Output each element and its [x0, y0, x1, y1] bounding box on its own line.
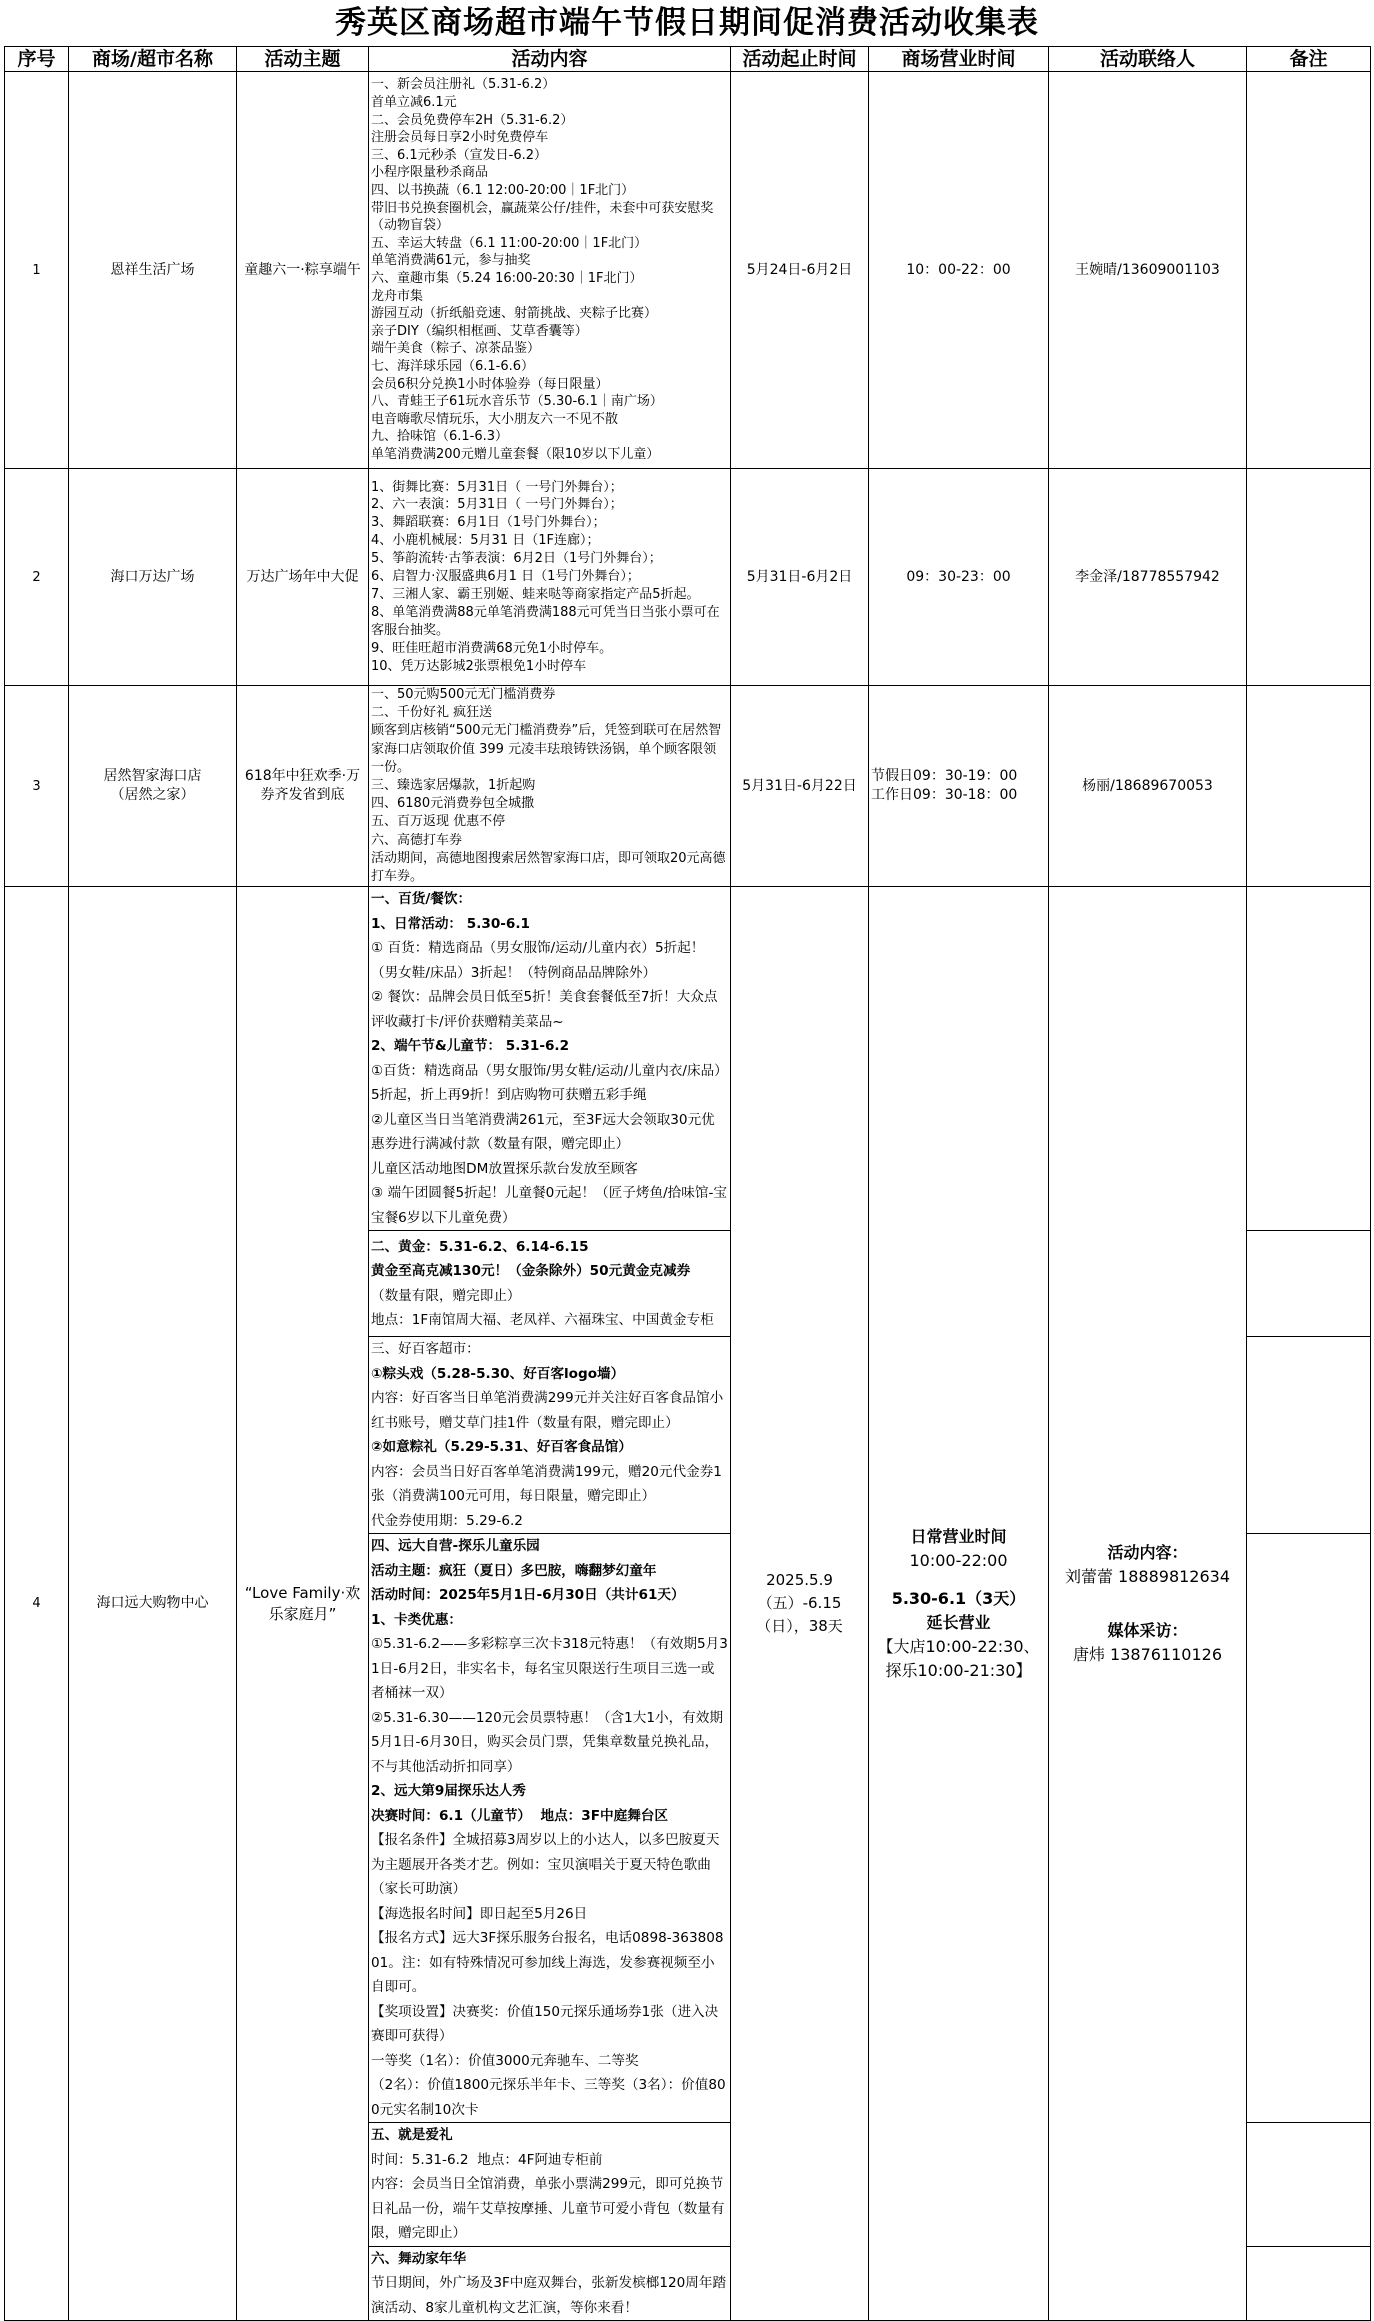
page-title: 秀英区商场超市端午节假日期间促消费活动收集表 [335, 5, 1039, 41]
contact-label-activity: 活动内容： [1107, 1542, 1188, 1562]
note-cell [1247, 1534, 1371, 2123]
segment-text [371, 1534, 728, 2122]
activity-table [4, 46, 1371, 2321]
table-row [5, 887, 1371, 1231]
hours-block [871, 1525, 1046, 1683]
row-content [369, 72, 731, 469]
content-line: 内容：会员当日好百客单笔消费满199元，赠20元代金券1张（消费满100元可用，每日限量，赠完即止） [371, 1463, 722, 1505]
header-period: 活动起止时间 [731, 47, 869, 72]
content-line: 六、舞动家年华 [371, 2250, 467, 2267]
row-mall-name: 海口万达广场 [69, 469, 237, 686]
row-theme: 618年中狂欢季·万券齐发省到底 [237, 686, 369, 887]
content-text: 1、街舞比赛：5月31日（ 一号门外舞台）； 2、六一表演：5月31日（ 一号门外舞台）； 3、舞蹈联赛：6月1日（1号门外舞台）； 4、小鹿机械展：5月31 日（1F连廊）； 5、筝韵流转·古筝表演：6月2日（1号门外舞台）； 6、启智力·汉服盛典6月1 日（1号门外舞台）； 7、三湘人家、霸王别姬、蛙来哒等商家指定产品5折起。 8、单笔消费满88元单笔消费满188元可凭当日当张小票可在客服台抽奖。 9、旺佳旺超市消费满68元免1小时停车。 10、凭万达影城2张票根免1小时停车 [371, 479, 720, 674]
hours-regular: 10:00-22:00 [909, 1550, 1008, 1570]
row-hours: 节假日09：30-19：00 工作日09：30-18：00 [869, 686, 1049, 887]
segment-text [371, 1235, 728, 1333]
content-line: ①百货：精选商品（男女服饰/男女鞋/运动/儿童内衣/床品）5折起，折上再9折！到店购物可获赠五彩手绳 [371, 1062, 728, 1104]
content-line: 儿童区活动地图DM放置探乐款台发放至顾客 [371, 1160, 638, 1177]
content-line: 时间：5.31-6.2 地点：4F阿迪专柜前 [371, 2151, 603, 2168]
row-content [369, 686, 731, 887]
content-line: ②5.31-6.30——120元会员票特惠！（含1大1小，有效期5月1日-6月30日，购买会员门票，凭集章数量兑换礼品，不与其他活动折扣同享） [371, 1709, 723, 1775]
row-hours: 10：00-22：00 [869, 72, 1049, 469]
hours-extended-detail: 【大店10:00-22:30、探乐10:00-21:30】 [877, 1636, 1040, 1680]
content-line: 【奖项设置】决赛奖：价值150元探乐通场券1张（进入决赛即可获得） [371, 2003, 719, 2045]
content-segment-6 [369, 2246, 731, 2321]
table-row [5, 686, 1371, 887]
row-contact: 王婉晴/13609001103 [1049, 72, 1247, 469]
header-content: 活动内容 [369, 47, 731, 72]
row-no: 1 [5, 72, 69, 469]
content-line: 活动时间：2025年5月1日-6月30日（共计61天） [371, 1587, 685, 1604]
content-segment-1 [369, 887, 731, 1231]
row-period: 5月31日-6月2日 [731, 469, 869, 686]
header-contact: 活动联络人 [1049, 47, 1247, 72]
hours-extended-dates: 5.30-6.1（3天） [891, 1588, 1026, 1608]
row-mall-name: 恩祥生活广场 [69, 72, 237, 469]
content-line: ②儿童区当日当笔消费满261元，至3F远大会领取30元优惠券进行满减付款（数量有限，赠完即止） [371, 1111, 715, 1153]
content-line: 1、日常活动： 5.30-6.1 [371, 915, 531, 932]
content-text: 一、新会员注册礼（5.31-6.2） 首单立减6.1元 二、会员免费停车2H（5.31-6.2） 注册会员每日享2小时免费停车 三、6.1元秒杀（宣发日-6.2） 小程序限量秒杀商品 四、以书换蔬（6.1 12:00-20:00｜1F北门） 带旧书兑换套圈机会，赢蔬菜公仔/挂件，未套中可获安慰奖（动物盲袋） 五、幸运大转盘（6.1 11:00-20:00｜1F北门） 单笔消费满61元，参与抽奖 六、童趣市集（5.24 16:00-20:30｜1F北门） 龙舟市集 游园互动（折纸船竞速、射箭挑战、夹粽子比赛） 亲子DIY（编织相框画、艾草香囊等） 端午美食（粽子、凉茶品鉴） 七、海洋球乐园（6.1-6.6） 会员6积分兑换1小时体验券（每日限量） 八、青蛙王子61玩水音乐节（5.30-6.1｜南广场） 电音嗨歌尽情玩乐，大小朋友六一不见不散 九、拾味馆（6.1-6.3） 单笔消费满200元赠儿童套餐（限10岁以下儿童） [371, 77, 714, 462]
content-line: 决赛时间：6.1（儿童节） 地点：3F中庭舞台区 [371, 1807, 668, 1824]
row-contact [1049, 887, 1247, 2321]
contact-block [1051, 1541, 1244, 1667]
content-segment-5 [369, 2123, 731, 2247]
content-line: 节日期间，外广场及3F中庭双舞台，张新发槟榔120周年踏演活动、8家儿童机构文艺汇演，等你来看！ [371, 2275, 727, 2316]
content-line: 【报名方式】远大3F探乐服务台报名，电话0898-36380801。注：如有特殊情况可参加线上海选，发参赛视频至小自即可。 [371, 1930, 724, 1996]
segment-text [371, 887, 728, 1230]
row-theme: “Love Family·欢乐家庭月” [237, 887, 369, 2321]
row-note [1247, 686, 1371, 887]
row-period: 2025.5.9（五）-6.15（日），38天 [731, 887, 869, 2321]
header-mall-name: 商场/超市名称 [69, 47, 237, 72]
note-cell [1247, 2246, 1371, 2321]
header-row [5, 47, 1371, 72]
hours-label: 日常营业时间 [910, 1526, 1007, 1546]
row-no: 4 [5, 887, 69, 2321]
row-period: 5月24日-6月2日 [731, 72, 869, 469]
note-cell [1247, 1337, 1371, 1534]
content-line: ②如意粽礼（5.29-5.31、好百客食品馆） [371, 1439, 632, 1456]
row-note [1247, 72, 1371, 469]
note-cell [1247, 887, 1371, 1231]
note-cell [1247, 2123, 1371, 2247]
row-hours [869, 887, 1049, 2321]
row-contact: 杨丽/18689670053 [1049, 686, 1247, 887]
content-line: 二、黄金：5.31-6.2、6.14-6.15 [371, 1238, 589, 1255]
contact-person-activity: 刘蕾蕾 18889812634 [1064, 1566, 1231, 1586]
content-line: 内容：会员当日全馆消费，单张小票满299元，即可兑换节日礼品一份，端午艾草按摩捶、儿童节可爱小背包（数量有限，赠完即止） [371, 2176, 725, 2242]
content-segment-4 [369, 1534, 731, 2123]
content-line: 内容：好百客当日单笔消费满299元并关注好百客食品馆小红书账号，赠艾草门挂1件（数量有限，赠完即止） [371, 1390, 724, 1431]
content-line: ① 百货：精选商品（男女服饰/运动/儿童内衣）5折起！（男女鞋/床品）3折起！（特例商品品牌除外） [371, 940, 705, 981]
row-theme: 童趣六一·粽享端午 [237, 72, 369, 469]
header-note: 备注 [1247, 47, 1371, 72]
content-line: 2、端午节&儿童节： 5.31-6.2 [371, 1038, 570, 1055]
content-line: （2名）：价值1800元探乐半年卡、三等奖（3名）：价值800元实名制10次卡 [371, 2077, 726, 2118]
table-row [5, 469, 1371, 686]
segment-text [371, 2123, 728, 2246]
content-line: ①5.31-6.2——多彩粽享三次卡318元特惠！（有效期5月31日-6月2日，非实名卡，每名宝贝限送行生项目三选一或者桶袜一双） [371, 1636, 728, 1702]
content-line: 一、百货/餐饮： [371, 891, 472, 908]
content-line: 一等奖（1名）：价值3000元奔驰车、二等奖 [371, 2052, 639, 2069]
row-period: 5月31日-6月22日 [731, 686, 869, 887]
content-line: 三、好百客超市： [371, 1341, 480, 1358]
content-line: ③ 端午团圆餐5折起！儿童餐0元起！（匠子烤鱼/拾味馆-宝宝餐6岁以下儿童免费） [371, 1185, 727, 1226]
note-cell [1247, 1231, 1371, 1337]
row-content [369, 469, 731, 686]
content-line: 【报名条件】全城招募3周岁以上的小达人，以多巴胺夏天为主题展开各类才艺。例如：宝贝演唱关于夏天特色歌曲（家长可助演） [371, 1832, 720, 1898]
row-mall-name: 居然智家海口店 （居然之家） [69, 686, 237, 887]
content-line: 四、远大自营-探乐儿童乐园 [371, 1538, 540, 1555]
content-text: 一、50元购500元无门槛消费券 二、千份好礼 疯狂送 顾客到店核销“500元无门槛消费券”后，凭签到联可在居然智家海口店领取价值 399 元凌丰珐琅铸铁汤锅，单个顾客限领一份。 三、臻选家居爆款，1折起购 四、6180元消费券包全城撒 五、百万返现 优惠不停 六、高德打车券 活动期间，高德地图搜索居然智家海口店，即可领取20元高德打车券。 [371, 687, 726, 885]
content-line: 五、就是爱礼 [371, 2127, 453, 2144]
hours-extended-label: 延长营业 [926, 1612, 991, 1632]
content-line: 活动主题：疯狂（夏日）多巴胺，嗨翻梦幻童年 [371, 1562, 657, 1579]
contact-person-media: 唐炜 13876110126 [1072, 1644, 1223, 1664]
content-line: （数量有限，赠完即止） [371, 1287, 521, 1304]
header-theme: 活动主题 [237, 47, 369, 72]
content-segment-2 [369, 1231, 731, 1337]
row-no: 2 [5, 469, 69, 686]
contact-label-media: 媒体采访： [1107, 1620, 1188, 1640]
content-line: 黄金至高克减130元！（金条除外）50元黄金克减券 [371, 1263, 691, 1280]
row-mall-name: 海口远大购物中心 [69, 887, 237, 2321]
content-segment-3 [369, 1337, 731, 1534]
row-no: 3 [5, 686, 69, 887]
row-hours: 09：30-23：00 [869, 469, 1049, 686]
content-line: 【海选报名时间】即日起至5月26日 [371, 1905, 588, 1922]
segment-text [371, 2247, 728, 2321]
content-line: 1、卡类优惠： [371, 1611, 463, 1628]
content-line: ② 餐饮：品牌会员日低至5折！美食套餐低至7折！大众点评收藏打卡/评价获赠精美菜品~ [371, 989, 718, 1030]
table-row [5, 72, 1371, 469]
header-hours: 商场营业时间 [869, 47, 1049, 72]
row-note [1247, 469, 1371, 686]
header-no: 序号 [5, 47, 69, 72]
content-line: 地点：1F南馆周大福、老凤祥、六福珠宝、中国黄金专柜 [371, 1312, 714, 1329]
content-line: ①粽头戏（5.28-5.30、好百客logo墙） [371, 1365, 625, 1382]
row-contact: 李金泽/18778557942 [1049, 469, 1247, 686]
content-line: 代金券使用期：5.29-6.2 [371, 1512, 523, 1529]
segment-text [371, 1337, 728, 1533]
row-theme: 万达广场年中大促 [237, 469, 369, 686]
content-line: 2、远大第9届探乐达人秀 [371, 1783, 526, 1800]
